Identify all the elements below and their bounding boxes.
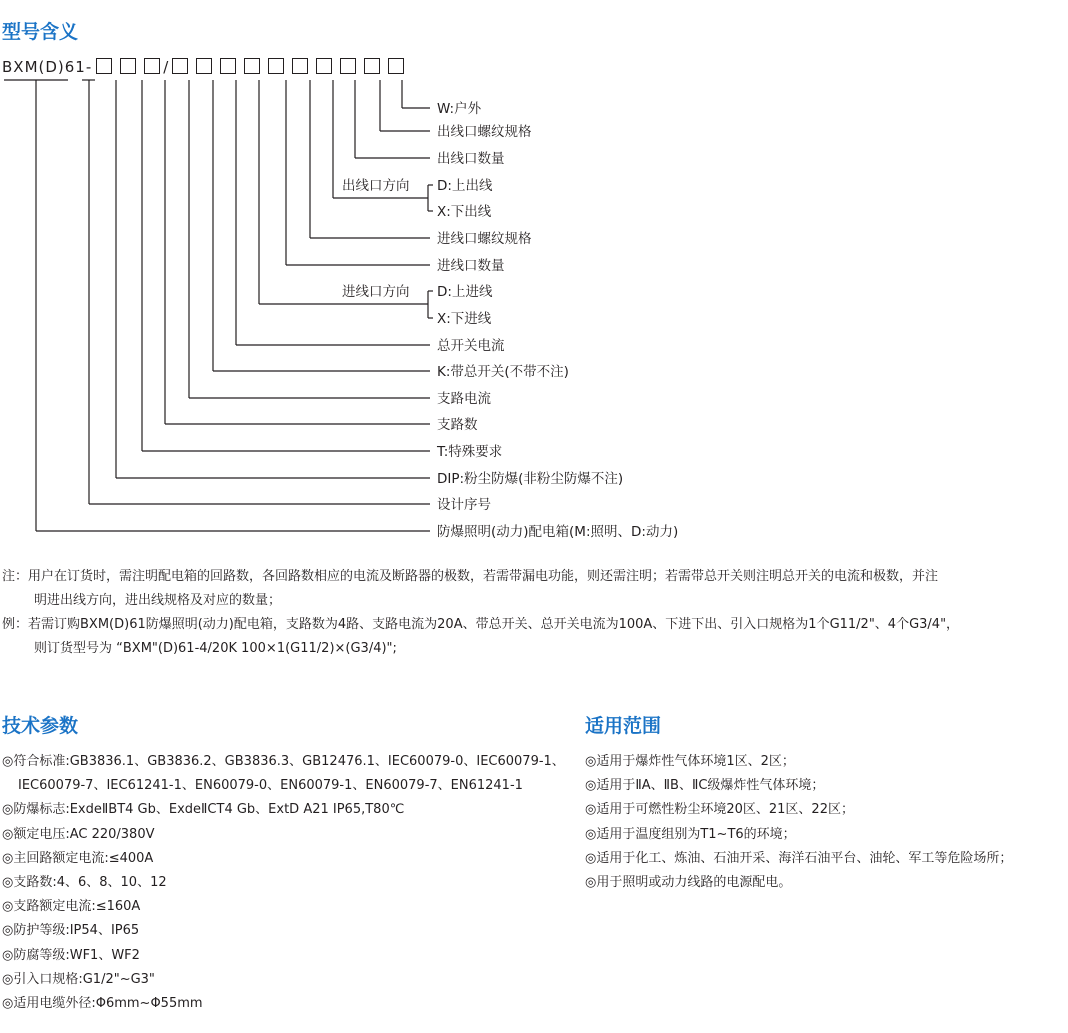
list-item: ◎防腐等级:WF1、WF2 — [2, 947, 140, 963]
tech-params-list — [2, 750, 565, 1016]
label-inlet-direction: 进线口方向 — [342, 284, 410, 300]
label-branch-current: 支路电流 — [437, 391, 491, 407]
model-meaning-title: 型号含义 — [2, 21, 79, 43]
list-item: ◎防爆标志:ExdeⅡBT4 Gb、ExdeⅡCT4 Gb、ExtD A21 IP65,T80℃ — [2, 802, 405, 818]
label-inlet-thread: 进线口螺纹规格 — [437, 231, 532, 247]
list-item: ◎引入口规格:G1/2"~G3" — [2, 971, 155, 987]
list-item: ◎适用于ⅡA、ⅡB、ⅡC级爆炸性气体环境； — [585, 778, 825, 794]
label-special-req: T:特殊要求 — [437, 444, 503, 460]
list-item: ◎适用于可燃性粉尘环境20区、21区、22区； — [585, 802, 854, 818]
list-item: ◎适用于爆炸性气体环境1区、2区； — [585, 754, 795, 769]
label-outdoor: W:户外 — [437, 101, 482, 117]
model-prefix: BXM(D)61- — [2, 58, 93, 76]
label-outlet-direction: 出线口方向 — [342, 178, 410, 194]
list-item: ◎适用于温度组别为T1~T6的环境； — [585, 826, 796, 842]
example-line-1: 例：若需订购BXM(D)61防爆照明(动力)配电箱，支路数为4路、支路电流为20A、带总开关、总开关电流为100A、下进下出、引入口规格为1个G11/2"、4个G3/4"， — [2, 617, 960, 632]
list-item: ◎适用于化工、炼油、石油开采、海洋石油平台、油轮、军工等危险场所； — [585, 850, 1013, 866]
list-item: ◎主回路额定电流:≤400A — [2, 850, 154, 866]
label-inlet-up: D:上进线 — [437, 284, 493, 300]
label-outlet-down: X:下出线 — [437, 204, 492, 220]
label-inlet-count: 进线口数量 — [437, 258, 505, 274]
example-line-2: 则订货型号为 “BXM"(D)61-4/20K 100×1(G11/2)×(G3/4)"; — [34, 641, 397, 656]
label-main-switch-current: 总开关电流 — [437, 338, 505, 354]
label-outlet-up: D:上出线 — [437, 178, 493, 194]
label-inlet-down: X:下进线 — [437, 311, 492, 327]
label-outlet-count: 出线口数量 — [437, 151, 505, 167]
label-product-type: 防爆照明(动力)配电箱(M:照明、D:动力) — [437, 524, 679, 540]
tech-params-title: 技术参数 — [2, 715, 79, 737]
list-item: ◎用于照明或动力线路的电源配电。 — [585, 875, 792, 891]
list-item: ◎支路额定电流:≤160A — [2, 899, 141, 915]
leader-lines — [4, 80, 433, 531]
list-item: ◎适用电缆外径:Φ6mm~Φ55mm — [2, 996, 203, 1012]
scope-title: 适用范围 — [585, 715, 662, 737]
scope-list — [585, 750, 1012, 895]
model-slash: / — [163, 58, 170, 76]
list-item: ◎符合标准:GB3836.1、GB3836.2、GB3836.3、GB12476.1、IEC60079-0、IEC60079-1、 — [2, 754, 565, 769]
label-design-serial: 设计序号 — [437, 497, 491, 513]
list-item: ◎支路数:4、6、8、10、12 — [2, 875, 167, 891]
list-item: IEC60079-7、IEC61241-1、EN60079-0、EN60079-1、EN60079-7、EN61241-1 — [18, 778, 523, 794]
note-line-2: 明进出线方向，进出线规格及对应的数量； — [34, 593, 282, 608]
label-outlet-thread: 出线口螺纹规格 — [437, 124, 532, 140]
label-branch-count: 支路数 — [437, 417, 478, 433]
list-item: ◎防护等级:IP54、IP65 — [2, 923, 140, 939]
note-line-1: 注：用户在订货时，需注明配电箱的回路数，各回路数相应的电流及断路器的极数，若需带漏电功能，则还需注明；若需带总开关则注明总开关的电流和极数，并注 — [2, 569, 939, 584]
label-main-switch: K:带总开关(不带不注) — [437, 364, 569, 380]
list-item: ◎额定电压:AC 220/380V — [2, 826, 155, 842]
label-dust-proof: DIP:粉尘防爆(非粉尘防爆不注) — [437, 471, 624, 487]
